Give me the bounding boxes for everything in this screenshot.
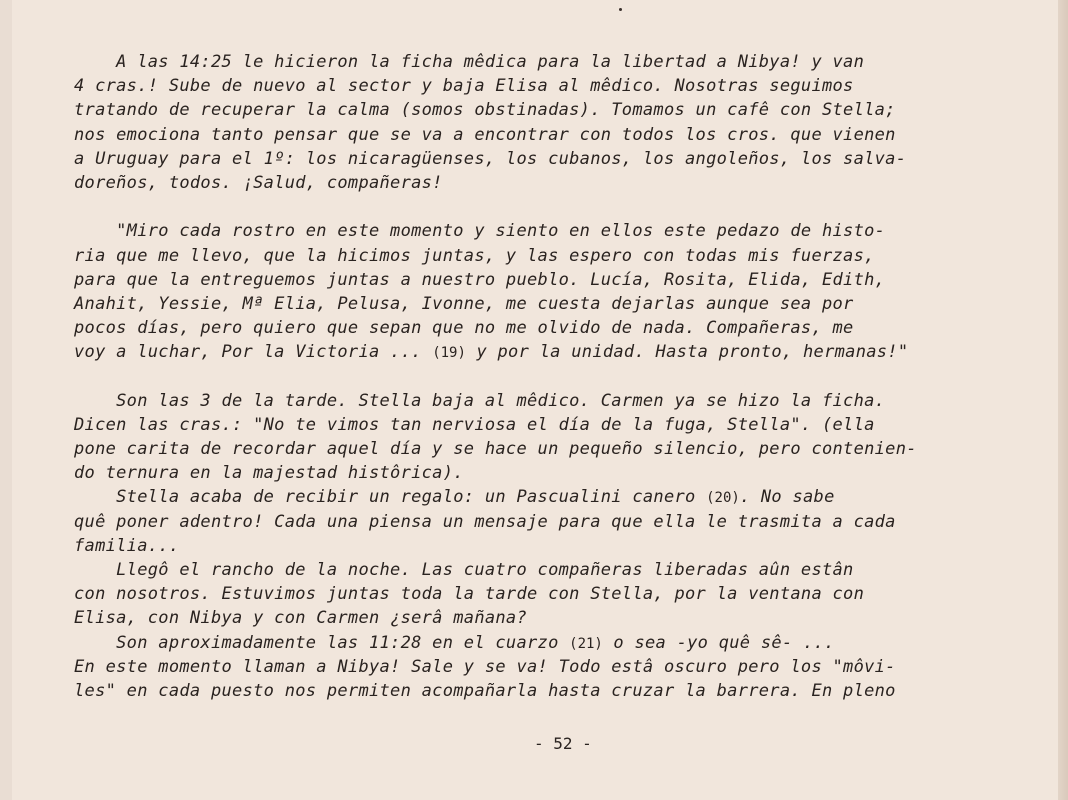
text-segment: nos emociona tanto pensar que se va a encontrar con todos los cros. que vienen	[74, 124, 896, 145]
footnote-ref: (21)	[569, 635, 603, 652]
text-line	[74, 655, 1036, 679]
text-line	[74, 292, 1036, 316]
text-line	[74, 219, 1036, 243]
text-segment: tratando de recuperar la calma (somos obstinadas). Tomamos un cafê con Stella;	[74, 100, 896, 121]
text-line	[74, 510, 1036, 534]
page-edge	[1058, 0, 1068, 800]
text-segment: Elisa, con Nibya y con Carmen ¿serâ mañana?	[74, 608, 527, 629]
text-segment: Stella acaba de recibir un regalo: un Pascualini canero	[74, 487, 707, 508]
text-line	[74, 582, 1036, 606]
text-line	[74, 413, 1036, 437]
text-segment: Anahit, Yessie, Mª Elia, Pelusa, Ivonne, me cuesta dejarlas aunque sea por	[74, 293, 854, 314]
paragraph	[74, 631, 1036, 704]
text-line	[74, 437, 1036, 461]
text-segment: voy a luchar, Por la Victoria ...	[74, 342, 433, 363]
text-line	[74, 389, 1036, 413]
text-segment: Dicen las cras.: "No te vimos tan nerviosa el día de la fuga, Stella". (ella	[74, 414, 875, 435]
paragraph	[74, 485, 1036, 558]
text-line	[74, 268, 1036, 292]
text-line	[74, 98, 1036, 122]
text-segment: y por la unidad. Hasta pronto, hermanas!"	[465, 342, 909, 363]
text-segment: "Miro cada rostro en este momento y siento en ellos este pedazo de histo-	[74, 221, 886, 242]
text-segment: 4 cras.! Sube de nuevo al sector y baja Elisa al mêdico. Nosotras seguimos	[74, 76, 854, 97]
text-segment: pocos días, pero quiero que sepan que no me olvido de nada. Compañeras, me	[74, 318, 854, 339]
text-line	[74, 171, 1036, 195]
footnote-ref: (19)	[432, 345, 466, 362]
text-line	[74, 74, 1036, 98]
text-segment: Llegô el rancho de la noche. Las cuatro compañeras liberadas aûn estân	[74, 559, 854, 580]
footnote-ref: (20)	[706, 490, 740, 507]
text-segment: familia...	[74, 535, 180, 556]
text-line	[74, 316, 1036, 340]
text-line	[74, 244, 1036, 268]
text-segment: do ternura en la majestad histôrica).	[74, 463, 464, 484]
ink-dot	[619, 8, 622, 11]
text-segment: . No sabe	[739, 487, 835, 508]
text-line	[74, 147, 1036, 171]
text-segment: En este momento llaman a Nibya! Sale y se va! Todo estâ oscuro pero los "môvi-	[74, 656, 896, 677]
text-line	[74, 461, 1036, 485]
text-line	[74, 485, 1036, 509]
text-line	[74, 679, 1036, 703]
text-segment: quê poner adentro! Cada una piensa un mensaje para que ella le trasmita a cada	[74, 511, 896, 532]
page-number: - 52 -	[534, 734, 592, 753]
text-line	[74, 558, 1036, 582]
text-segment: para que la entreguemos juntas a nuestro pueblo. Lucía, Rosita, Elida, Edith,	[74, 269, 886, 290]
text-line	[74, 606, 1036, 630]
text-segment: ria que me llevo, que la hicimos juntas, y las espero con todas mis fuerzas,	[74, 245, 875, 266]
text-segment: con nosotros. Estuvimos juntas toda la tarde con Stella, por la ventana con	[74, 584, 865, 605]
text-line	[74, 534, 1036, 558]
text-segment: pone carita de recordar aquel día y se hace un pequeño silencio, pero contenien-	[74, 439, 917, 459]
paragraph	[74, 558, 1036, 631]
text-segment: les" en cada puesto nos permiten acompañarla hasta cruzar la barrera. En pleno	[74, 680, 896, 701]
text-line	[74, 340, 1036, 364]
text-line	[74, 123, 1036, 147]
text-segment: a Uruguay para el 1º: los nicaragüenses, los cubanos, los angoleños, los salva-	[74, 148, 907, 169]
book-page	[12, 0, 1059, 800]
text-segment: o sea -yo quê sê- ...	[602, 632, 835, 653]
text-segment: A las 14:25 le hicieron la ficha mêdica para la libertad a Nibya! y van	[74, 52, 865, 72]
paragraph	[74, 389, 1036, 486]
text-line	[74, 50, 1036, 74]
text-segment: Son aproximadamente las 11:28 en el cuarzo	[74, 632, 570, 653]
text-segment: doreños, todos. ¡Salud, compañeras!	[74, 172, 443, 193]
paragraph	[74, 219, 1036, 364]
text-segment: Son las 3 de la tarde. Stella baja al mêdico. Carmen ya se hizo la ficha.	[74, 390, 886, 411]
paragraph	[74, 50, 1036, 195]
page-body	[74, 50, 1036, 703]
text-line	[74, 631, 1036, 655]
